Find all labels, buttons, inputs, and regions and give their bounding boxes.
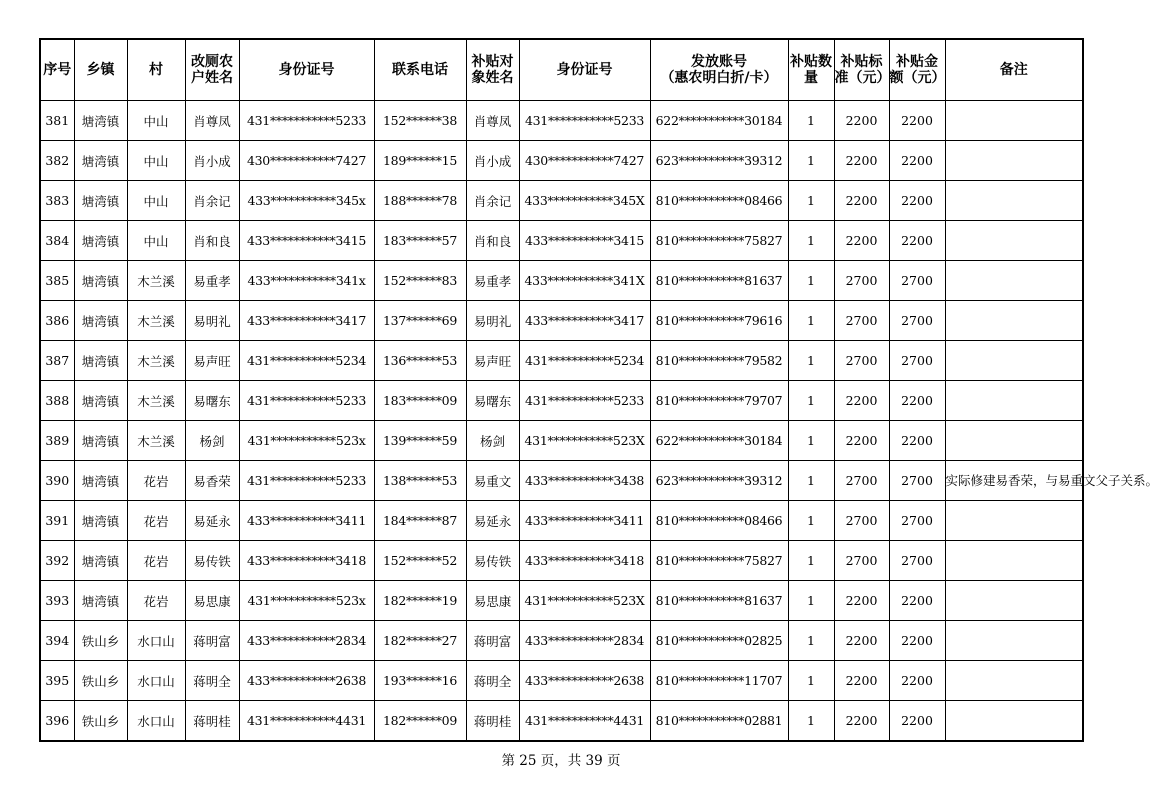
cell-amount: 2700: [889, 301, 945, 341]
cell-id-number: 433***********3418: [239, 541, 374, 581]
header-subsidy-person: 补贴对象姓名: [466, 39, 519, 101]
cell-account: 810***********79582: [650, 341, 788, 381]
table-row: [40, 461, 1083, 501]
cell-seq: 388: [40, 381, 74, 421]
cell-subsidy-person: 杨剑: [466, 421, 519, 461]
cell-id-number: 430***********7427: [239, 141, 374, 181]
cell-id-number: 433***********2638: [239, 661, 374, 701]
cell-standard: 2200: [834, 181, 889, 221]
cell-id-number-2: 431***********5234: [519, 341, 650, 381]
cell-phone: 182******19: [374, 581, 466, 621]
table-row: [40, 501, 1083, 541]
cell-account: 622***********30184: [650, 101, 788, 141]
table-row: [40, 261, 1083, 301]
cell-town: 塘湾镇: [74, 221, 127, 261]
cell-town: 塘湾镇: [74, 421, 127, 461]
cell-subsidy-person: 蒋明全: [466, 661, 519, 701]
cell-id-number: 431***********5233: [239, 101, 374, 141]
table-row: [40, 141, 1083, 181]
cell-id-number-2: 433***********3411: [519, 501, 650, 541]
cell-remark: [945, 381, 1083, 421]
cell-id-number-2: 433***********341X: [519, 261, 650, 301]
cell-village: 水口山: [127, 701, 185, 742]
table-row: [40, 621, 1083, 661]
cell-remark: [945, 221, 1083, 261]
cell-id-number-2: 430***********7427: [519, 141, 650, 181]
cell-standard: 2200: [834, 221, 889, 261]
header-account-line2: （惠农明白折/卡）: [660, 70, 778, 86]
cell-village: 中山: [127, 181, 185, 221]
cell-subsidy-person: 蒋明桂: [466, 701, 519, 742]
cell-remark: [945, 621, 1083, 661]
header-account-line1: 发放账号: [691, 54, 747, 70]
cell-remark: [945, 341, 1083, 381]
cell-quantity: 1: [788, 301, 834, 341]
cell-amount: 2200: [889, 661, 945, 701]
cell-remark: 实际修建易香荣，与易重文父子关系。: [945, 461, 1083, 501]
cell-village: 花岩: [127, 501, 185, 541]
header-village: 村: [127, 39, 185, 101]
cell-standard: 2700: [834, 341, 889, 381]
cell-subsidy-person: 易声旺: [466, 341, 519, 381]
table-row: [40, 341, 1083, 381]
cell-phone: 183******57: [374, 221, 466, 261]
cell-household-name: 肖和良: [185, 221, 239, 261]
cell-id-number-2: 433***********3438: [519, 461, 650, 501]
cell-remark: [945, 501, 1083, 541]
cell-amount: 2200: [889, 181, 945, 221]
cell-id-number-2: 433***********2638: [519, 661, 650, 701]
cell-seq: 389: [40, 421, 74, 461]
cell-phone: 193******16: [374, 661, 466, 701]
cell-id-number-2: 433***********2834: [519, 621, 650, 661]
cell-seq: 381: [40, 101, 74, 141]
cell-seq: 382: [40, 141, 74, 181]
cell-account: 810***********02881: [650, 701, 788, 742]
cell-quantity: 1: [788, 381, 834, 421]
cell-quantity: 1: [788, 181, 834, 221]
cell-village: 中山: [127, 141, 185, 181]
cell-id-number-2: 431***********523X: [519, 421, 650, 461]
cell-seq: 392: [40, 541, 74, 581]
cell-subsidy-person: 肖尊凤: [466, 101, 519, 141]
cell-subsidy-person: 易曙东: [466, 381, 519, 421]
cell-subsidy-person: 肖和良: [466, 221, 519, 261]
cell-standard: 2700: [834, 261, 889, 301]
cell-village: 木兰溪: [127, 341, 185, 381]
cell-quantity: 1: [788, 421, 834, 461]
cell-remark: [945, 421, 1083, 461]
cell-account: 810***********75827: [650, 541, 788, 581]
cell-household-name: 易传铁: [185, 541, 239, 581]
cell-quantity: 1: [788, 661, 834, 701]
cell-household-name: 蒋明富: [185, 621, 239, 661]
cell-quantity: 1: [788, 141, 834, 181]
cell-account: 810***********08466: [650, 181, 788, 221]
cell-id-number: 431***********5233: [239, 381, 374, 421]
cell-village: 中山: [127, 221, 185, 261]
cell-remark: [945, 141, 1083, 181]
cell-id-number: 431***********523x: [239, 581, 374, 621]
cell-seq: 394: [40, 621, 74, 661]
cell-subsidy-person: 易重孝: [466, 261, 519, 301]
cell-id-number-2: 431***********4431: [519, 701, 650, 742]
cell-household-name: 易曙东: [185, 381, 239, 421]
cell-amount: 2200: [889, 101, 945, 141]
cell-remark: [945, 301, 1083, 341]
cell-remark: [945, 181, 1083, 221]
cell-amount: 2200: [889, 701, 945, 742]
cell-phone: 182******09: [374, 701, 466, 742]
cell-household-name: 蒋明全: [185, 661, 239, 701]
cell-village: 中山: [127, 101, 185, 141]
cell-amount: 2200: [889, 581, 945, 621]
table-row: [40, 421, 1083, 461]
cell-standard: 2200: [834, 701, 889, 742]
cell-phone: 139******59: [374, 421, 466, 461]
header-phone: 联系电话: [374, 39, 466, 101]
cell-subsidy-person: 蒋明富: [466, 621, 519, 661]
cell-town: 塘湾镇: [74, 341, 127, 381]
cell-standard: 2200: [834, 141, 889, 181]
cell-household-name: 易声旺: [185, 341, 239, 381]
cell-amount: 2700: [889, 541, 945, 581]
cell-phone: 189******15: [374, 141, 466, 181]
cell-seq: 390: [40, 461, 74, 501]
cell-id-number: 431***********523x: [239, 421, 374, 461]
cell-id-number: 433***********341x: [239, 261, 374, 301]
cell-town: 塘湾镇: [74, 181, 127, 221]
cell-standard: 2200: [834, 621, 889, 661]
cell-seq: 387: [40, 341, 74, 381]
cell-seq: 391: [40, 501, 74, 541]
cell-standard: 2200: [834, 661, 889, 701]
cell-town: 塘湾镇: [74, 581, 127, 621]
cell-household-name: 易明礼: [185, 301, 239, 341]
cell-subsidy-person: 易重文: [466, 461, 519, 501]
cell-phone: 182******27: [374, 621, 466, 661]
table-row: [40, 581, 1083, 621]
cell-id-number: 433***********3417: [239, 301, 374, 341]
cell-household-name: 肖小成: [185, 141, 239, 181]
cell-id-number: 433***********3415: [239, 221, 374, 261]
cell-account: 623***********39312: [650, 141, 788, 181]
cell-town: 塘湾镇: [74, 261, 127, 301]
table-row: [40, 541, 1083, 581]
cell-quantity: 1: [788, 101, 834, 141]
cell-remark: [945, 541, 1083, 581]
cell-village: 花岩: [127, 581, 185, 621]
cell-quantity: 1: [788, 341, 834, 381]
cell-amount: 2700: [889, 341, 945, 381]
cell-standard: 2200: [834, 381, 889, 421]
cell-account: 810***********81637: [650, 261, 788, 301]
cell-id-number: 433***********3411: [239, 501, 374, 541]
cell-account: 810***********81637: [650, 581, 788, 621]
cell-quantity: 1: [788, 581, 834, 621]
cell-town: 塘湾镇: [74, 141, 127, 181]
subsidy-table: [39, 38, 1158, 742]
cell-remark: [945, 261, 1083, 301]
cell-subsidy-person: 肖余记: [466, 181, 519, 221]
cell-town: 铁山乡: [74, 621, 127, 661]
cell-household-name: 易香荣: [185, 461, 239, 501]
header-town: 乡镇: [74, 39, 127, 101]
cell-town: 塘湾镇: [74, 501, 127, 541]
table-body: [40, 101, 1158, 742]
cell-standard: 2700: [834, 501, 889, 541]
cell-town: 塘湾镇: [74, 101, 127, 141]
cell-seq: 386: [40, 301, 74, 341]
cell-subsidy-person: 易延永: [466, 501, 519, 541]
cell-amount: 2200: [889, 381, 945, 421]
table-row: [40, 221, 1083, 261]
cell-quantity: 1: [788, 501, 834, 541]
header-standard: 补贴标准（元）: [834, 39, 889, 101]
cell-household-name: 杨剑: [185, 421, 239, 461]
cell-remark: [945, 701, 1083, 742]
cell-village: 木兰溪: [127, 421, 185, 461]
cell-remark: [945, 581, 1083, 621]
cell-village: 木兰溪: [127, 381, 185, 421]
cell-id-number: 431***********5233: [239, 461, 374, 501]
cell-account: 810***********08466: [650, 501, 788, 541]
cell-household-name: 易重孝: [185, 261, 239, 301]
cell-town: 塘湾镇: [74, 541, 127, 581]
page-footer: 第 25 页，共 39 页: [501, 753, 621, 769]
cell-village: 木兰溪: [127, 261, 185, 301]
cell-quantity: 1: [788, 261, 834, 301]
cell-seq: 396: [40, 701, 74, 742]
cell-amount: 2200: [889, 141, 945, 181]
cell-household-name: 蒋明桂: [185, 701, 239, 742]
cell-id-number: 431***********5234: [239, 341, 374, 381]
cell-account: 810***********75827: [650, 221, 788, 261]
cell-standard: 2200: [834, 101, 889, 141]
table-row: [40, 701, 1083, 742]
cell-village: 水口山: [127, 661, 185, 701]
table-row: [40, 661, 1083, 701]
cell-phone: 183******09: [374, 381, 466, 421]
cell-household-name: 易思康: [185, 581, 239, 621]
cell-town: 塘湾镇: [74, 301, 127, 341]
cell-subsidy-person: 易传铁: [466, 541, 519, 581]
cell-account: 623***********39312: [650, 461, 788, 501]
cell-quantity: 1: [788, 221, 834, 261]
cell-household-name: 肖尊凤: [185, 101, 239, 141]
cell-phone: 184******87: [374, 501, 466, 541]
cell-amount: 2200: [889, 421, 945, 461]
cell-town: 塘湾镇: [74, 461, 127, 501]
table-row: [40, 381, 1083, 421]
header-account: [650, 39, 788, 101]
cell-amount: 2700: [889, 461, 945, 501]
cell-amount: 2700: [889, 501, 945, 541]
cell-id-number: 431***********4431: [239, 701, 374, 742]
cell-standard: 2700: [834, 541, 889, 581]
cell-village: 木兰溪: [127, 301, 185, 341]
header-id-number: 身份证号: [239, 39, 374, 101]
cell-quantity: 1: [788, 461, 834, 501]
cell-phone: 138******53: [374, 461, 466, 501]
cell-subsidy-person: 肖小成: [466, 141, 519, 181]
cell-id-number-2: 433***********3417: [519, 301, 650, 341]
cell-town: 铁山乡: [74, 661, 127, 701]
cell-quantity: 1: [788, 701, 834, 742]
cell-amount: 2200: [889, 621, 945, 661]
header-amount: 补贴金额（元）: [889, 39, 945, 101]
cell-seq: 393: [40, 581, 74, 621]
cell-subsidy-person: 易思康: [466, 581, 519, 621]
cell-id-number-2: 433***********3415: [519, 221, 650, 261]
cell-household-name: 肖余记: [185, 181, 239, 221]
cell-village: 水口山: [127, 621, 185, 661]
cell-id-number-2: 433***********3418: [519, 541, 650, 581]
cell-id-number-2: 431***********5233: [519, 101, 650, 141]
cell-phone: 136******53: [374, 341, 466, 381]
cell-standard: 2700: [834, 301, 889, 341]
cell-standard: 2700: [834, 461, 889, 501]
header-quantity: 补贴数量: [788, 39, 834, 101]
header-household: 改厕农户姓名: [185, 39, 239, 101]
header-seq: 序号: [40, 39, 74, 101]
cell-id-number-2: 433***********345X: [519, 181, 650, 221]
cell-town: 铁山乡: [74, 701, 127, 742]
cell-phone: 188******78: [374, 181, 466, 221]
table-row: [40, 101, 1083, 141]
cell-id-number: 433***********2834: [239, 621, 374, 661]
table-row: [40, 181, 1083, 221]
cell-amount: 2200: [889, 221, 945, 261]
cell-account: 810***********79707: [650, 381, 788, 421]
cell-seq: 384: [40, 221, 74, 261]
header-remark: 备注: [945, 39, 1083, 101]
header-id-number-2: 身份证号: [519, 39, 650, 101]
cell-seq: 395: [40, 661, 74, 701]
cell-town: 塘湾镇: [74, 381, 127, 421]
table-row: [40, 301, 1083, 341]
cell-seq: 385: [40, 261, 74, 301]
cell-quantity: 1: [788, 541, 834, 581]
cell-village: 花岩: [127, 461, 185, 501]
cell-remark: [945, 661, 1083, 701]
cell-account: 810***********11707: [650, 661, 788, 701]
cell-account: 622***********30184: [650, 421, 788, 461]
cell-id-number-2: 431***********523X: [519, 581, 650, 621]
cell-seq: 383: [40, 181, 74, 221]
cell-id-number-2: 431***********5233: [519, 381, 650, 421]
cell-phone: 152******83: [374, 261, 466, 301]
cell-standard: 2200: [834, 581, 889, 621]
cell-account: 810***********02825: [650, 621, 788, 661]
cell-standard: 2200: [834, 421, 889, 461]
header-row: [40, 39, 1083, 101]
cell-phone: 137******69: [374, 301, 466, 341]
cell-account: 810***********79616: [650, 301, 788, 341]
cell-quantity: 1: [788, 621, 834, 661]
cell-id-number: 433***********345x: [239, 181, 374, 221]
cell-remark: [945, 101, 1083, 141]
cell-subsidy-person: 易明礼: [466, 301, 519, 341]
cell-phone: 152******38: [374, 101, 466, 141]
cell-household-name: 易延永: [185, 501, 239, 541]
cell-amount: 2700: [889, 261, 945, 301]
cell-village: 花岩: [127, 541, 185, 581]
cell-phone: 152******52: [374, 541, 466, 581]
